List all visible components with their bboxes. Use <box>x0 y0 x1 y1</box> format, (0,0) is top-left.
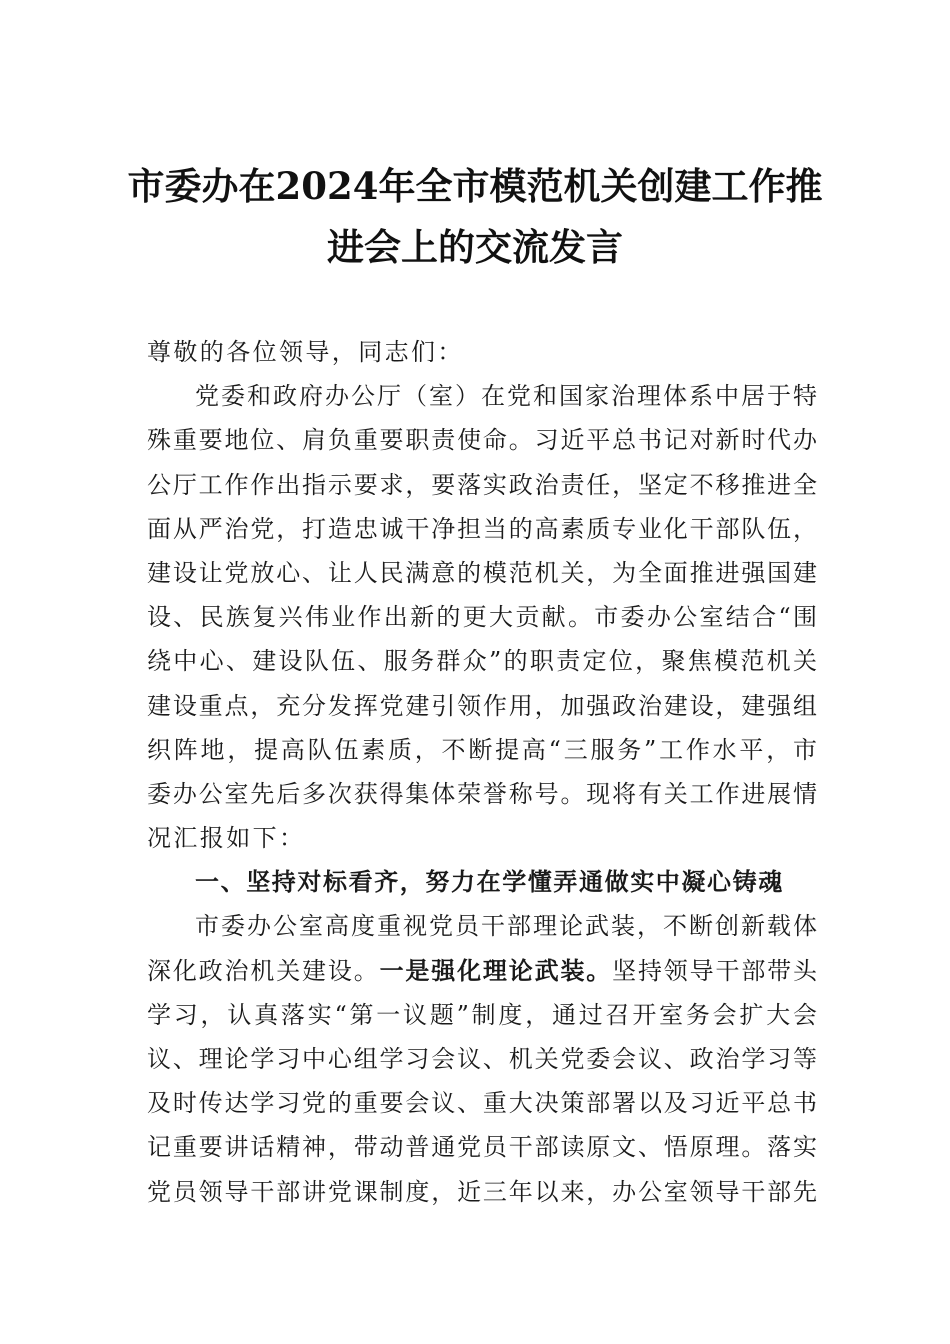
paragraph-1-line: 建设让党放心、让人民满意的模范机关，为全面推进强国建 <box>147 558 817 587</box>
paragraph-1-line: 委办公室先后多次获得集体荣誉称号。现将有关工作进展情 <box>147 779 817 808</box>
paragraph-1-line: 公厅工作作出指示要求，要落实政治责任，坚定不移推进全 <box>147 470 817 499</box>
paragraph-1-line: 况汇报如下： <box>147 824 306 853</box>
paragraph-1-line: 设、民族复兴伟业作出新的更大贡献。市委办公室结合“围 <box>147 603 817 632</box>
paragraph-2-text: 深化政治机关建设。 <box>147 956 380 985</box>
document-title-line-1: 市委办在2024年全市模范机关创建工作推 <box>127 164 823 208</box>
paragraph-1-line: 绕中心、建设队伍、服务群众”的职责定位，聚焦模范机关 <box>147 647 817 676</box>
paragraph-1-line: 殊重要地位、肩负重要职责使命。习近平总书记对新时代办 <box>147 426 817 455</box>
paragraph-2-text: 坚持领导干部带头 <box>612 956 817 985</box>
paragraph-1-line: 面从严治党，打造忠诚干净担当的高素质专业化干部队伍， <box>147 514 817 543</box>
paragraph-2-line: 党员领导干部讲党课制度，近三年以来，办公室领导干部先 <box>147 1177 817 1206</box>
paragraph-2-line: 记重要讲话精神，带动普通党员干部读原文、悟原理。落实 <box>147 1133 817 1162</box>
paragraph-1-line: 织阵地，提高队伍素质，不断提高“三服务”工作水平，市 <box>147 735 817 764</box>
salutation: 尊敬的各位领导，同志们： <box>147 338 464 366</box>
paragraph-1-line: 党委和政府办公厅（室）在党和国家治理体系中居于特 <box>195 382 817 411</box>
paragraph-2-line: 市委办公室高度重视党员干部理论武装，不断创新载体 <box>195 912 817 941</box>
paragraph-2-line: 学习，认真落实“第一议题”制度，通过召开室务会扩大会 <box>147 1000 817 1029</box>
paragraph-1-line: 建设重点，充分发挥党建引领作用，加强政治建设，建强组 <box>147 691 817 720</box>
document-body <box>147 330 817 1214</box>
paragraph-2-line: 及时传达学习党的重要会议、重大决策部署以及习近平总书 <box>147 1089 817 1118</box>
key-point-1-bold: 一是强化理论武装。 <box>379 955 613 985</box>
paragraph-2-line: 议、理论学习中心组学习会议、机关党委会议、政治学习等 <box>147 1045 817 1073</box>
section-1-heading: 一、坚持对标看齐，努力在学懂弄通做实中凝心铸魂 <box>195 868 784 897</box>
document-title-line-2: 进会上的交流发言 <box>327 225 623 269</box>
paragraph-2-line <box>147 949 817 993</box>
